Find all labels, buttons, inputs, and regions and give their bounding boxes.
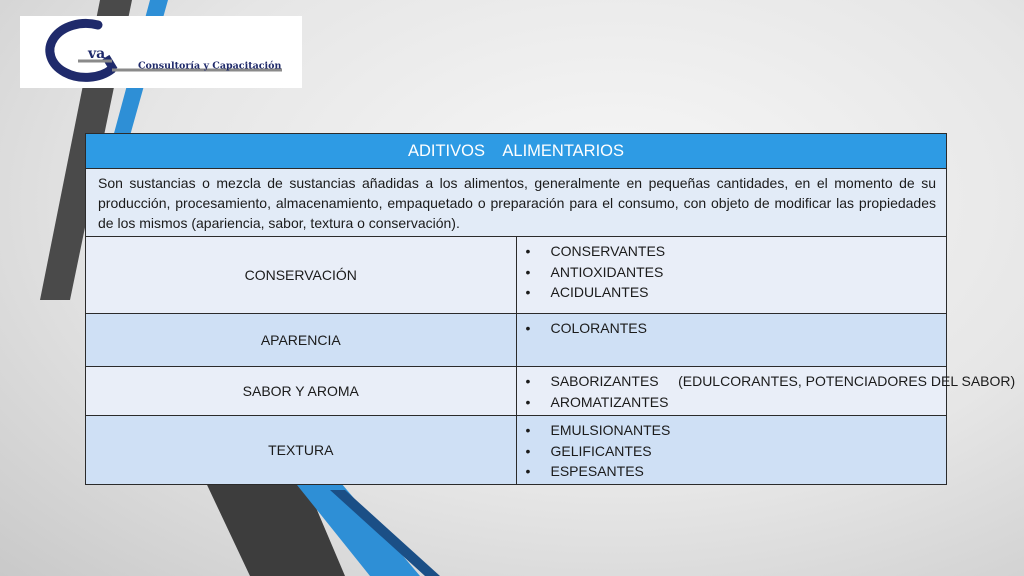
table-row (86, 314, 947, 367)
items-cell (516, 367, 1016, 416)
table-row (86, 367, 947, 416)
items-cell (516, 237, 947, 314)
list-item: • CONSERVANTES (525, 241, 947, 262)
logo-subtitle: Consultoría y Capacitación (138, 60, 282, 72)
category-cell: APARENCIA (86, 314, 517, 367)
table-row (86, 416, 947, 485)
logo-g-icon (20, 16, 302, 88)
items-list (517, 371, 1016, 412)
list-item: • COLORANTES (525, 318, 947, 339)
items-list (517, 318, 947, 339)
list-item: • GELIFICANTES (525, 441, 947, 462)
table-row (86, 237, 947, 314)
list-item: • SABORIZANTES (EDULCORANTES, POTENCIADORES DEL SABOR) (525, 371, 947, 392)
category-cell: TEXTURA (86, 416, 517, 485)
list-item: • AROMATIZANTES (525, 392, 947, 413)
items-list (517, 241, 947, 303)
list-item: • EMULSIONANTES (525, 420, 947, 441)
company-logo (20, 16, 302, 88)
list-item: • ACIDULANTES (525, 282, 947, 303)
category-cell: SABOR Y AROMA (86, 367, 517, 416)
category-cell: CONSERVACIÓN (86, 237, 517, 314)
additives-table (85, 133, 1016, 485)
list-item: • ESPESANTES (525, 461, 947, 482)
items-cell (516, 314, 947, 367)
definition-text: Son sustancias o mezcla de sustancias añadidas a los alimentos, generalmente en pequeñas cantidades, en el momento de su producción, procesamiento, almacenamiento, empaquetado o preparación para el consumo, con objeto de modificar las propiedades de los mismos (apariencia, sabor, textura o conservación). (86, 169, 947, 237)
table-header: ADITIVOS ALIMENTARIOS (86, 134, 947, 169)
logo-monogram: va (88, 46, 106, 62)
items-list (517, 420, 947, 482)
list-item: • ANTIOXIDANTES (525, 262, 947, 283)
items-cell (516, 416, 947, 485)
